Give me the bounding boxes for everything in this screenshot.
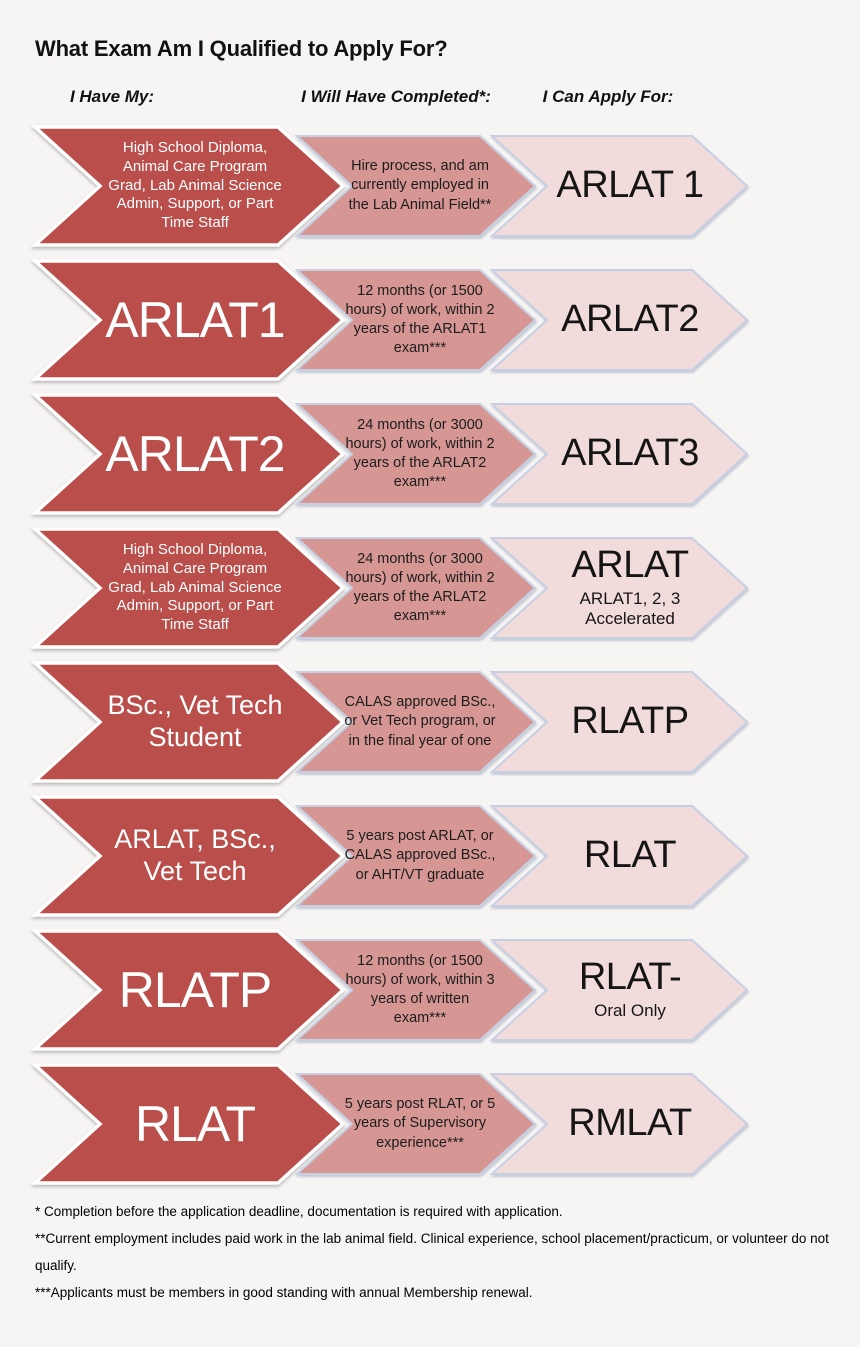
apply-exam-name: RMLAT: [568, 1102, 692, 1145]
have-label: [80, 261, 310, 379]
qualification-row: [0, 927, 860, 1061]
apply-exam-name: RLATP: [571, 700, 689, 743]
apply-exam-name: ARLAT3: [561, 432, 699, 475]
apply-label: [550, 940, 710, 1040]
completed-label: [345, 136, 495, 236]
footnote-2: **Current employment includes paid work in the lab animal field. Clinical experience, school placement/practicum, or volunteer do not qualify.: [35, 1231, 829, 1273]
apply-exam-name: RLAT-: [578, 956, 682, 999]
have-label-text: ARLAT, BSc., Vet Tech: [114, 824, 276, 886]
qualification-row: [0, 1061, 860, 1195]
column-header-have: I Have My:: [69, 87, 155, 106]
have-label: [80, 529, 310, 647]
apply-exam-name: ARLAT2: [561, 298, 699, 341]
apply-label: [550, 538, 710, 638]
have-label-text: ARLAT1: [105, 292, 285, 348]
apply-label: [550, 672, 710, 772]
qualification-row: [0, 391, 860, 525]
have-label: [80, 395, 310, 513]
column-header-completed: I Will Have Completed*:: [301, 87, 491, 106]
apply-exam-name: RLAT: [583, 834, 677, 877]
completed-label: [345, 270, 495, 370]
have-label-text: ARLAT2: [105, 426, 285, 482]
completed-label: [345, 806, 495, 906]
completed-label-text: 24 months (or 3000 hours) of work, within 2 years of the ARLAT2 exam***: [345, 550, 495, 625]
footnote-1: * Completion before the application deadline, documentation is required with application.: [35, 1204, 563, 1219]
completed-label: [345, 940, 495, 1040]
apply-exam-name: ARLAT 1: [556, 164, 704, 207]
apply-exam-subtitle: ARLAT1, 2, 3 Accelerated: [579, 589, 681, 629]
page-title: What Exam Am I Qualified to Apply For?: [35, 36, 448, 61]
completed-label-text: 12 months (or 1500 hours) of work, within 2 years of the ARLAT1 exam***: [345, 282, 495, 357]
have-label: [80, 127, 310, 245]
have-label: [80, 1065, 310, 1183]
have-label-text: RLATP: [118, 962, 272, 1018]
have-label: [80, 797, 310, 915]
apply-exam-subtitle: Oral Only: [594, 1001, 666, 1021]
completed-label: [345, 1074, 495, 1174]
qualification-rows: [0, 123, 860, 1195]
have-label: [80, 931, 310, 1049]
completed-label: [345, 404, 495, 504]
completed-label: [345, 538, 495, 638]
completed-label-text: 5 years post ARLAT, or CALAS approved BSc., or AHT/VT graduate: [344, 828, 496, 883]
completed-label-text: 24 months (or 3000 hours) of work, within 2 years of the ARLAT2 exam***: [345, 416, 495, 491]
have-label-text: High School Diploma, Animal Care Program Grad, Lab Animal Science Admin, Support, or Part Time Staff: [108, 540, 282, 634]
footnote-3: ***Applicants must be members in good standing with annual Membership renewal.: [35, 1285, 533, 1300]
apply-label: [550, 806, 710, 906]
qualification-row: [0, 525, 860, 659]
footnotes: [35, 1198, 845, 1306]
completed-label-text: 5 years post RLAT, or 5 years of Supervisory experience***: [344, 1096, 496, 1151]
apply-label: [550, 404, 710, 504]
have-label: [80, 663, 310, 781]
apply-label: [550, 270, 710, 370]
qualification-row: [0, 257, 860, 391]
completed-label: [345, 672, 495, 772]
completed-label-text: Hire process, and am currently employed in the Lab Animal Field**: [348, 158, 492, 213]
completed-label-text: 12 months (or 1500 hours) of work, within 3 years of written exam***: [345, 952, 495, 1027]
completed-label-text: CALAS approved BSc., or Vet Tech program, or in the final year of one: [344, 694, 496, 749]
have-label-text: BSc., Vet Tech Student: [107, 690, 283, 752]
apply-exam-name: ARLAT: [571, 544, 689, 587]
apply-label: [550, 136, 710, 236]
have-label-text: High School Diploma, Animal Care Program Grad, Lab Animal Science Admin, Support, or Part Time Staff: [108, 138, 282, 232]
qualification-row: [0, 123, 860, 257]
qualification-row: [0, 659, 860, 793]
apply-label: [550, 1074, 710, 1174]
qualification-row: [0, 793, 860, 927]
have-label-text: RLAT: [134, 1096, 256, 1152]
column-header-apply: I Can Apply For:: [542, 87, 674, 106]
